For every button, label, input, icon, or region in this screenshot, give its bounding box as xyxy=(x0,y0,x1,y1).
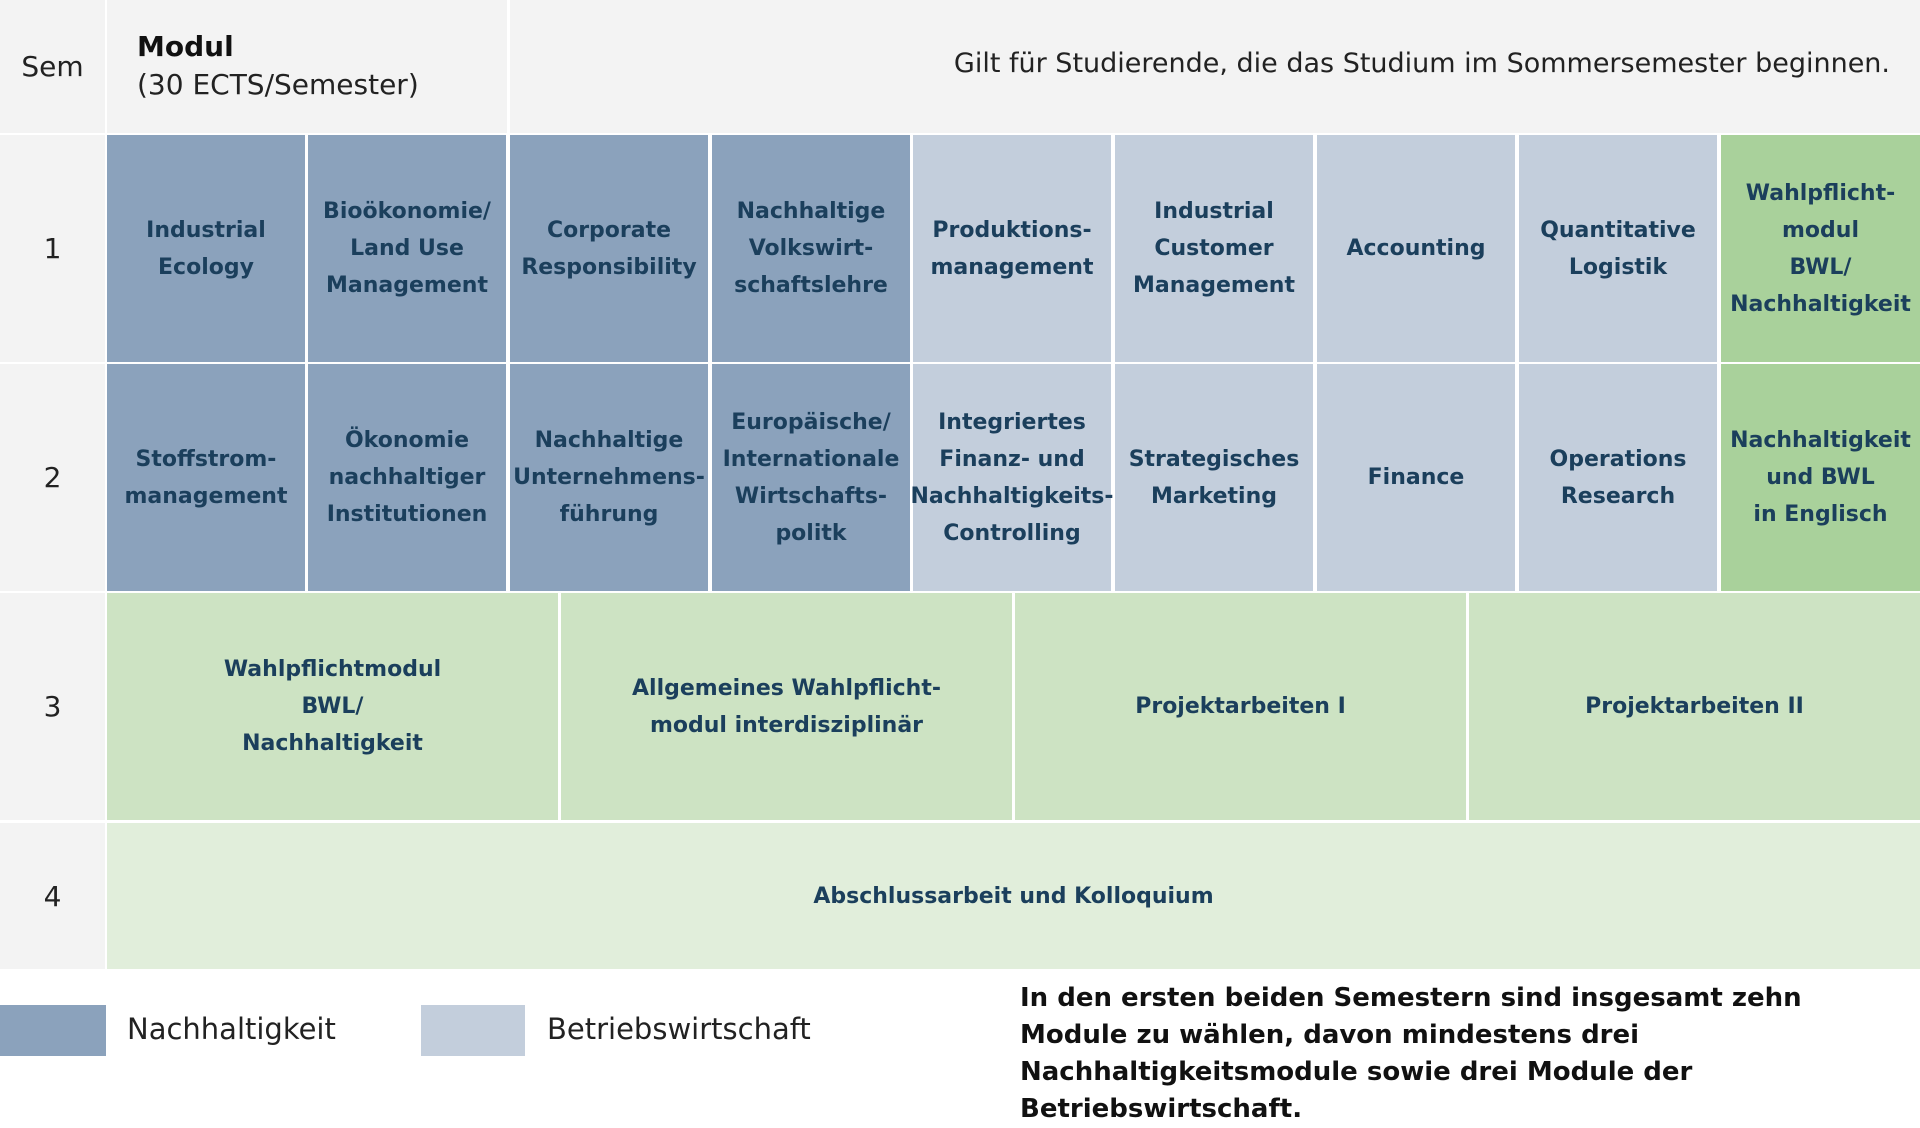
module-nachhaltige-unternehmensfuehrung: Nachhaltige Unternehmens- führung xyxy=(510,364,708,591)
module-nachhaltige-volkswirtschaftslehre: Nachhaltige Volkswirt- schaftslehre xyxy=(712,135,910,362)
semester-number: 2 xyxy=(43,461,62,494)
module-oekonomie-nachhaltiger-institutionen: Ökonomie nachhaltiger Institutionen xyxy=(308,364,506,591)
module-accounting: Accounting xyxy=(1317,135,1515,362)
modul-subtitle: (30 ECTS/Semester) xyxy=(137,68,419,101)
semester-number: 3 xyxy=(43,690,62,723)
module-industrial-ecology: Industrial Ecology xyxy=(107,135,305,362)
module-nachhaltigkeit-bwl-englisch: Nachhaltigkeit und BWL in Englisch xyxy=(1721,364,1920,591)
module-projektarbeiten-1: Projektarbeiten I xyxy=(1015,593,1466,820)
module-strategisches-marketing: Strategisches Marketing xyxy=(1115,364,1313,591)
module-wahlpflichtmodul-bwl-nachhaltigkeit: Wahlpflicht- modul BWL/ Nachhaltigkeit xyxy=(1721,135,1920,362)
selection-footnote: In den ersten beiden Semestern sind insgesamt zehn Module zu wählen, davon mindestens drei Nachhaltigkeitsmodule sowie drei Module der Betriebswirtschaft. xyxy=(1020,983,1802,1124)
module-produktionsmanagement: Produktions- management xyxy=(913,135,1111,362)
module-europaeische-internationale-wirtschaftspolitik: Europäische/ Internationale Wirtschafts- politk xyxy=(712,364,910,591)
module-abschlussarbeit-kolloquium: Abschlussarbeit und Kolloquium xyxy=(107,823,1920,969)
modul-title: Modul xyxy=(137,30,234,63)
module-allgemeines-wahlpflichtmodul: Allgemeines Wahlpflicht- modul interdisziplinär xyxy=(561,593,1012,820)
sem-label: Sem xyxy=(21,50,84,83)
modul-header-cell xyxy=(107,0,507,133)
module-finance: Finance xyxy=(1317,364,1515,591)
module-operations-research: Operations Research xyxy=(1519,364,1717,591)
legend-label-betriebswirtschaft: Betriebswirtschaft xyxy=(547,1012,811,1046)
module-biooekonomie: Bioökonomie/ Land Use Management xyxy=(308,135,506,362)
legend-swatch-betriebswirtschaft xyxy=(421,1005,525,1056)
sem-column-header xyxy=(0,0,105,133)
module-corporate-responsibility: Corporate Responsibility xyxy=(510,135,708,362)
module-integriertes-finanz-controlling: Integriertes Finanz- und Nachhaltigkeits- Controlling xyxy=(913,364,1111,591)
module-projektarbeiten-2: Projektarbeiten II xyxy=(1469,593,1920,820)
semester-number: 4 xyxy=(43,879,62,913)
semester-label-3 xyxy=(0,593,105,820)
module-industrial-customer-management: Industrial Customer Management xyxy=(1115,135,1313,362)
semester-number: 1 xyxy=(43,232,62,265)
semester-start-note: Gilt für Studierende, die das Studium im Sommersemester beginnen. xyxy=(953,48,1890,79)
legend-swatch-nachhaltigkeit xyxy=(0,1005,106,1056)
semester-label-4 xyxy=(0,823,105,969)
module-quantitative-logistik: Quantitative Logistik xyxy=(1519,135,1717,362)
legend-label-nachhaltigkeit: Nachhaltigkeit xyxy=(127,1012,336,1046)
module-stoffstrommanagement: Stoffstrom- management xyxy=(107,364,305,591)
module-wahlpflichtmodul-semester-3: Wahlpflichtmodul BWL/ Nachhaltigkeit xyxy=(107,593,558,820)
semester-label-1 xyxy=(0,135,105,362)
semester-label-2 xyxy=(0,364,105,591)
